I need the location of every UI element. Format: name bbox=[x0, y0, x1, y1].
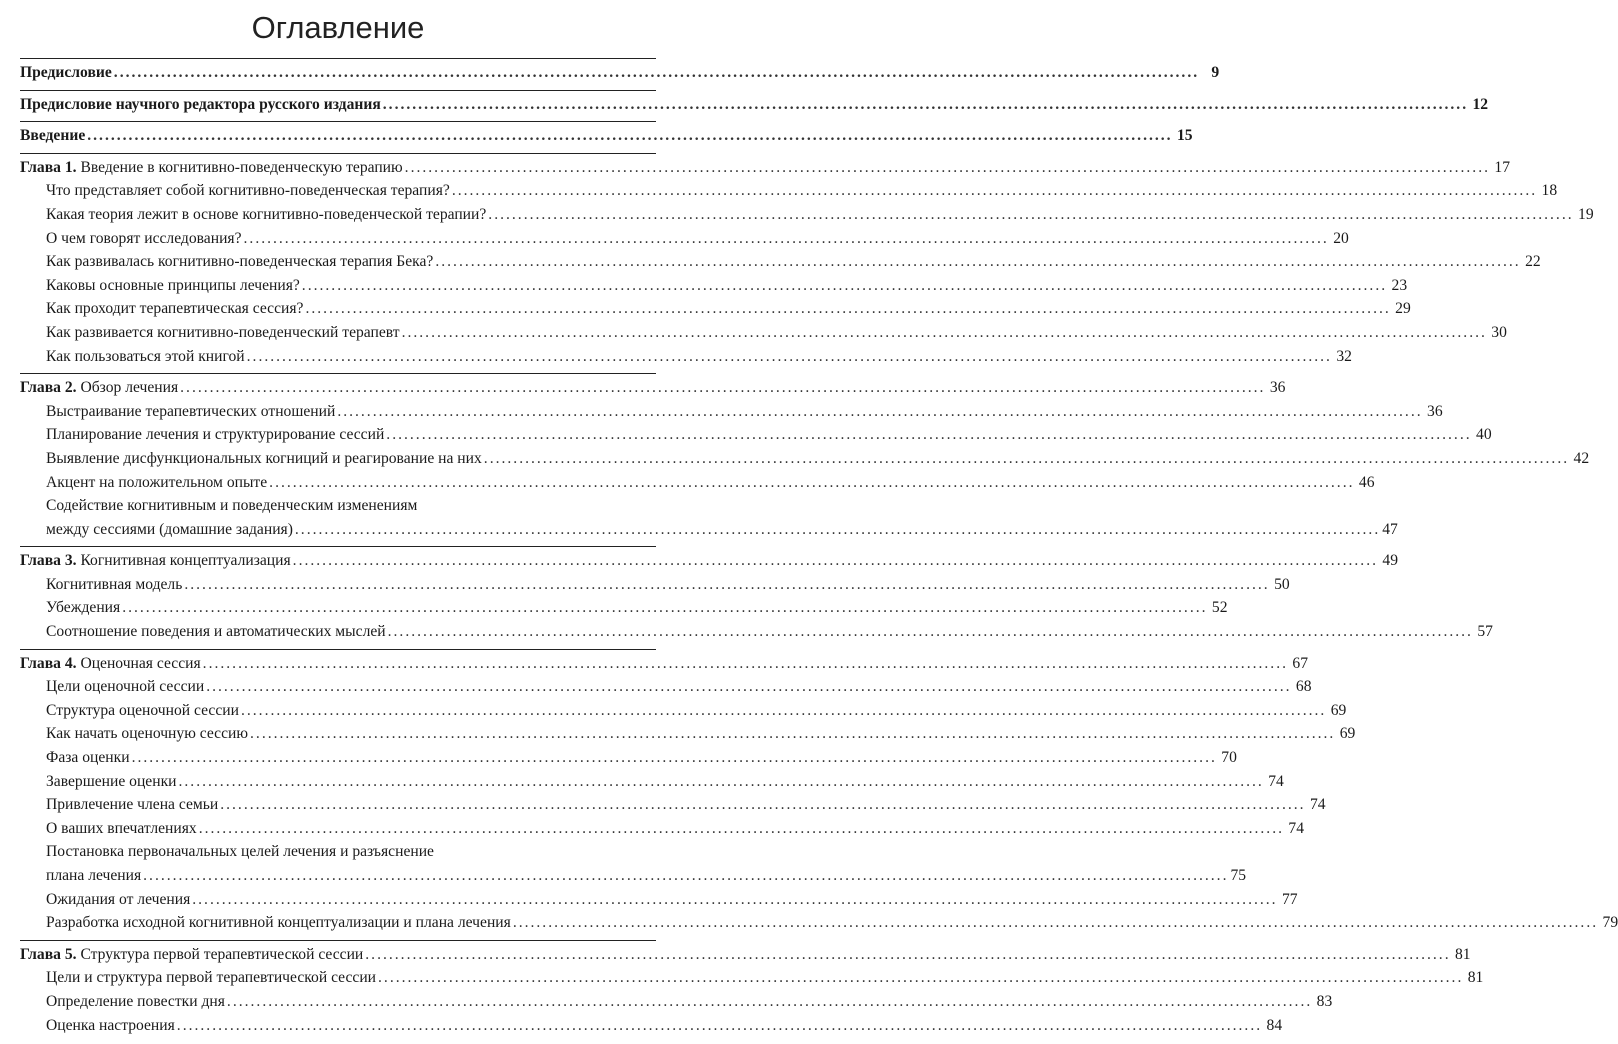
page-number: 49 bbox=[1382, 552, 1398, 570]
chapter-label: Глава 1. bbox=[20, 158, 77, 176]
page-number: 83 bbox=[1316, 992, 1333, 1010]
dot-leader bbox=[302, 274, 1387, 298]
dot-leader bbox=[244, 227, 1329, 251]
chapter-title: Оценочная сессия bbox=[80, 654, 201, 672]
subentry-title-line2: плана лечения bbox=[46, 867, 142, 884]
subentry-title: Планирование лечения и структурирование сессий bbox=[46, 426, 385, 444]
dot-leader bbox=[488, 203, 1573, 227]
dot-leader bbox=[513, 911, 1598, 935]
page-number: 20 bbox=[1333, 229, 1349, 247]
subentry-title: Как начать оценочную сессию bbox=[46, 725, 249, 743]
page-number: 15 bbox=[1176, 127, 1193, 145]
subentry-title: Оценка настроения bbox=[46, 1016, 175, 1034]
toc-subentry[interactable] bbox=[20, 620, 1493, 644]
page-number: 12 bbox=[1472, 95, 1489, 113]
chapter-section bbox=[20, 546, 1493, 648]
page-number: 75 bbox=[1230, 867, 1247, 884]
toc-subentry[interactable] bbox=[20, 227, 1349, 251]
page-number: 29 bbox=[1395, 300, 1411, 318]
page-number: 68 bbox=[1295, 678, 1312, 696]
toc-subentry[interactable] bbox=[20, 675, 1312, 699]
toc-subentry[interactable] bbox=[20, 203, 1594, 227]
toc-subentry[interactable] bbox=[20, 911, 1618, 935]
chapter-title-wrap bbox=[20, 943, 363, 967]
subentry-title: Акцент на положительном опыте bbox=[46, 473, 268, 491]
chapter-title-wrap bbox=[20, 549, 291, 573]
dot-leader bbox=[206, 675, 1291, 699]
subentry-title: Как проходит терапевтическая сессия? bbox=[46, 300, 304, 318]
page-number: 23 bbox=[1391, 276, 1408, 294]
dot-leader bbox=[295, 518, 1380, 542]
page-number: 36 bbox=[1427, 402, 1443, 420]
page-number: 81 bbox=[1455, 945, 1471, 963]
subentry-title: Убеждения bbox=[46, 599, 121, 617]
chapter-title: Введение в когнитивно-поведенческую терапию bbox=[80, 158, 403, 176]
toc-entry[interactable] bbox=[20, 93, 1489, 117]
dot-leader bbox=[365, 943, 1450, 967]
dot-leader bbox=[199, 817, 1284, 841]
dot-leader bbox=[452, 179, 1537, 203]
page-number: 67 bbox=[1292, 654, 1308, 672]
subentry-title: Определение повестки дня bbox=[46, 992, 225, 1010]
page-number: 40 bbox=[1476, 426, 1492, 444]
chapter-title-wrap bbox=[20, 652, 201, 676]
entry-title: Предисловие научного редактора русского издания bbox=[20, 95, 381, 113]
page-number: 47 bbox=[1382, 520, 1398, 538]
toc-subentry[interactable] bbox=[20, 817, 1304, 841]
page-number: 32 bbox=[1336, 347, 1352, 365]
toc-subentry[interactable] bbox=[20, 770, 1284, 794]
dot-leader bbox=[383, 93, 1468, 117]
subentry-title: Фаза оценки bbox=[46, 749, 130, 767]
chapter-heading[interactable] bbox=[20, 943, 1471, 967]
subentry-title: Как развивалась когнитивно-поведенческая терапия Бека? bbox=[46, 253, 434, 271]
page-number: 19 bbox=[1578, 205, 1594, 223]
dot-leader bbox=[305, 297, 1390, 321]
chapter-heading[interactable] bbox=[20, 376, 1286, 400]
toc-subentry[interactable] bbox=[20, 321, 1507, 345]
chapter-label: Глава 4. bbox=[20, 654, 77, 672]
page-number: 74 bbox=[1288, 819, 1304, 837]
subentry-title: Цели оценочной сессии bbox=[46, 678, 205, 696]
dot-leader bbox=[220, 793, 1305, 817]
page-number: 42 bbox=[1573, 449, 1590, 467]
subentry-title: О чем говорят исследования? bbox=[46, 229, 242, 247]
subentry-title: Ожидания от лечения bbox=[46, 890, 191, 908]
subentry-row2 bbox=[46, 518, 1398, 542]
subentry-title: Каковы основные принципы лечения? bbox=[46, 276, 300, 294]
toc-subentry[interactable] bbox=[20, 297, 1411, 321]
subentry-title: Выявление дисфункциональных когниций и реагирование на них bbox=[46, 449, 482, 467]
dot-leader bbox=[293, 549, 1378, 573]
chapter-section bbox=[20, 649, 1618, 940]
page-number: 18 bbox=[1541, 182, 1558, 200]
page-number: 69 bbox=[1339, 725, 1356, 743]
subentry-title: Привлечение члена семьи bbox=[46, 796, 219, 814]
page-number: 22 bbox=[1525, 253, 1541, 271]
dot-leader bbox=[241, 699, 1326, 723]
chapter-heading[interactable] bbox=[20, 156, 1510, 180]
dot-leader bbox=[122, 596, 1207, 620]
toc-subentry[interactable] bbox=[20, 1014, 1283, 1038]
dot-leader bbox=[484, 447, 1569, 471]
toc-subentry[interactable] bbox=[20, 746, 1237, 770]
chapter-title-wrap bbox=[20, 156, 403, 180]
page-number: 9 bbox=[1211, 64, 1220, 81]
front-section bbox=[20, 121, 1193, 153]
front-section bbox=[20, 90, 1489, 122]
chapter-title: Структура первой терапевтической сессии bbox=[80, 945, 364, 963]
subentry-title: Разработка исходной когнитивной концептуализации и плана лечения bbox=[46, 914, 511, 932]
chapter-title-wrap bbox=[20, 376, 178, 400]
toc-subentry[interactable] bbox=[20, 596, 1228, 620]
dot-leader bbox=[269, 471, 1354, 495]
toc-subentry[interactable] bbox=[20, 722, 1356, 746]
page-number: 69 bbox=[1330, 701, 1347, 719]
page-number: 30 bbox=[1491, 323, 1507, 341]
page-number: 36 bbox=[1269, 379, 1286, 397]
subentry-title: Цели и структура первой терапевтической сессии bbox=[46, 969, 377, 987]
toc-subentry[interactable] bbox=[20, 447, 1590, 471]
chapter-label: Глава 5. bbox=[20, 945, 77, 963]
dot-leader bbox=[435, 250, 1520, 274]
chapters-list bbox=[20, 153, 1618, 1042]
toc-subentry[interactable] bbox=[20, 966, 1484, 990]
toc-subentry[interactable] bbox=[20, 793, 1326, 817]
toc-subentry[interactable] bbox=[20, 699, 1347, 723]
chapter-heading[interactable] bbox=[20, 652, 1308, 676]
toc-subentry[interactable] bbox=[20, 345, 1352, 369]
subentry-title: Когнитивная модель bbox=[46, 575, 183, 593]
dot-leader bbox=[179, 770, 1264, 794]
dot-leader bbox=[143, 864, 1228, 888]
dot-leader bbox=[247, 345, 1332, 369]
dot-leader bbox=[402, 321, 1487, 345]
chapter-label: Глава 3. bbox=[20, 552, 77, 570]
page-number: 84 bbox=[1266, 1016, 1283, 1034]
toc-subentry[interactable] bbox=[20, 423, 1492, 447]
page-number: 77 bbox=[1281, 890, 1298, 908]
page-number: 79 bbox=[1602, 914, 1618, 932]
chapter-section bbox=[20, 940, 1484, 1042]
page-title: Оглавление bbox=[251, 10, 425, 45]
toc-subentry[interactable] bbox=[20, 274, 1408, 298]
toc-subentry[interactable] bbox=[20, 250, 1541, 274]
chapter-section bbox=[20, 153, 1594, 373]
subentry-title-line1: Содействие когнитивным и поведенческим изменениям bbox=[46, 497, 418, 515]
page-number: 57 bbox=[1477, 623, 1493, 641]
subentry-title: Что представляет собой когнитивно-поведенческая терапия? bbox=[46, 182, 450, 200]
toc-subentry[interactable] bbox=[20, 400, 1443, 424]
dot-leader bbox=[87, 124, 1172, 148]
subentry-title-line2: между сессиями (домашние задания) bbox=[46, 520, 293, 538]
toc-subentry[interactable] bbox=[20, 471, 1375, 495]
subentry-title: Соотношение поведения и автоматических мыслей bbox=[46, 623, 386, 641]
dot-leader bbox=[386, 423, 1471, 447]
dot-leader bbox=[192, 888, 1277, 912]
dot-leader bbox=[180, 376, 1265, 400]
subentry-title: Структура оценочной сессии bbox=[46, 701, 239, 719]
subentry-title: Выстраивание терапевтических отношений bbox=[46, 402, 336, 420]
toc-subentry[interactable] bbox=[20, 990, 1333, 1014]
subentry-title: Как развивается когнитивно-поведенческий терапевт bbox=[46, 323, 400, 341]
toc-subentry[interactable] bbox=[20, 494, 1398, 541]
chapter-heading[interactable] bbox=[20, 549, 1398, 573]
dot-leader bbox=[250, 722, 1335, 746]
subentry-title: Какая теория лежит в основе когнитивно-поведенческой терапии? bbox=[46, 205, 487, 223]
subentry-title: Завершение оценки bbox=[46, 772, 177, 790]
toc-subentry[interactable] bbox=[20, 179, 1558, 203]
page-number: 50 bbox=[1274, 575, 1290, 593]
front-section bbox=[20, 58, 1220, 90]
page-number: 17 bbox=[1494, 158, 1510, 176]
chapter-label: Глава 2. bbox=[20, 379, 77, 397]
dot-leader bbox=[177, 1014, 1262, 1038]
page-number: 46 bbox=[1358, 473, 1375, 491]
dot-leader bbox=[378, 966, 1463, 990]
dot-leader bbox=[388, 620, 1473, 644]
chapter-section bbox=[20, 373, 1590, 546]
front-matter bbox=[20, 58, 1489, 153]
page-number: 74 bbox=[1268, 772, 1284, 790]
subentry-title: О ваших впечатлениях bbox=[46, 819, 197, 837]
entry-title: Предисловие bbox=[20, 64, 112, 81]
entry-title: Введение bbox=[20, 127, 86, 145]
dot-leader bbox=[227, 990, 1312, 1014]
subentry-title: Как пользоваться этой книгой bbox=[46, 347, 245, 365]
dot-leader bbox=[132, 746, 1217, 770]
page-number: 81 bbox=[1467, 969, 1484, 987]
toc-subentry[interactable] bbox=[20, 573, 1290, 597]
dot-leader bbox=[405, 156, 1490, 180]
page-number: 70 bbox=[1221, 749, 1237, 767]
subentry-row2 bbox=[46, 864, 1247, 888]
dot-leader bbox=[184, 573, 1269, 597]
page-number: 52 bbox=[1211, 599, 1228, 617]
dot-leader bbox=[114, 61, 1199, 85]
toc-subentry[interactable] bbox=[20, 888, 1298, 912]
toc-entry[interactable] bbox=[20, 61, 1220, 85]
chapter-title: Когнитивная концептуализация bbox=[80, 552, 291, 570]
subentry-title-line1: Постановка первоначальных целей лечения и разъяснение bbox=[46, 843, 434, 861]
page-number: 74 bbox=[1309, 796, 1326, 814]
dot-leader bbox=[203, 652, 1288, 676]
dot-leader bbox=[337, 400, 1422, 424]
toc-subentry[interactable] bbox=[20, 840, 1247, 887]
toc-entry[interactable] bbox=[20, 124, 1193, 148]
chapter-title: Обзор лечения bbox=[80, 379, 179, 397]
